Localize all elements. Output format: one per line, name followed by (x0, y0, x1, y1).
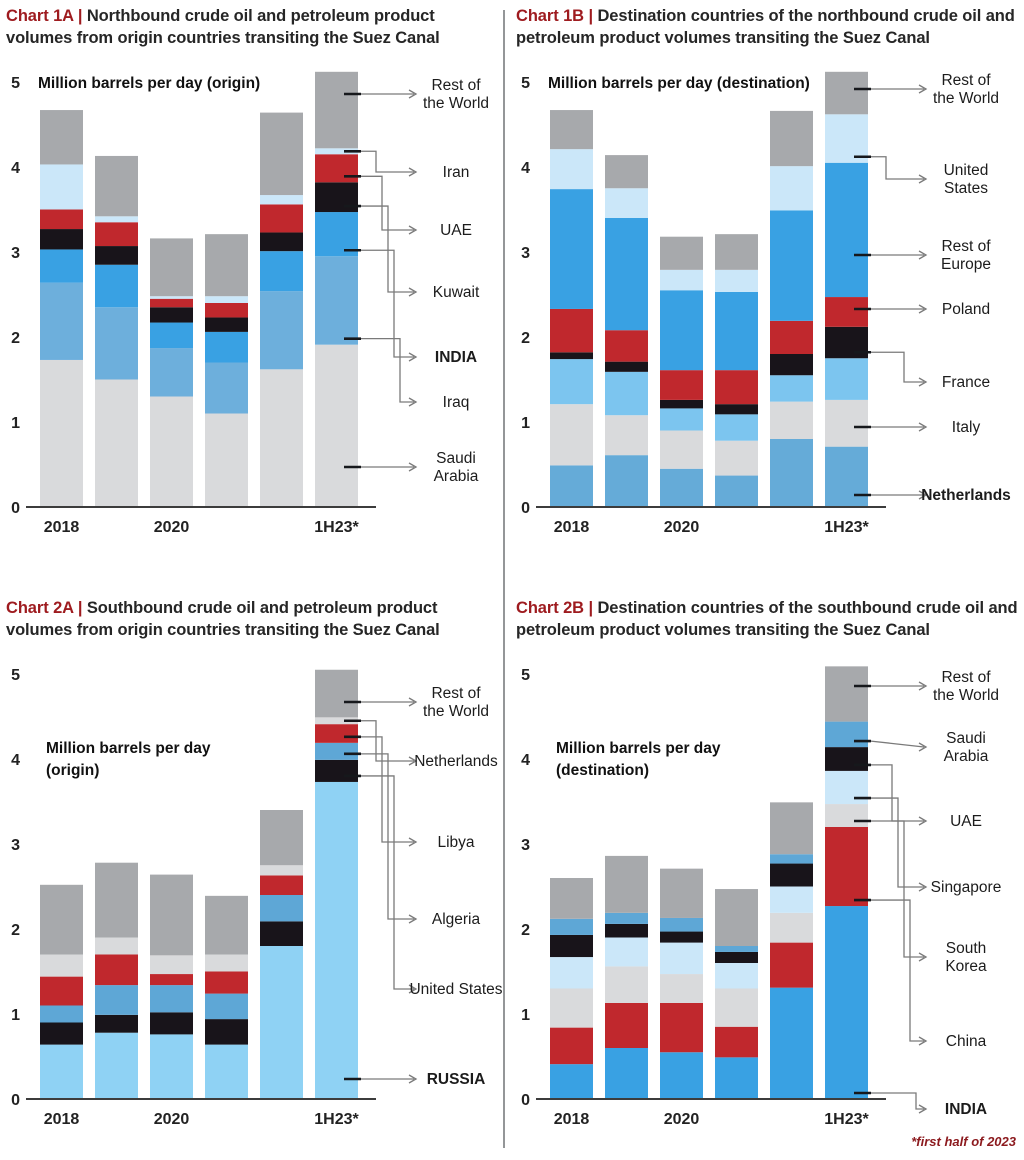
bar-segment (150, 296, 193, 299)
bar-segment (95, 246, 138, 265)
bar-segment (550, 1064, 593, 1099)
series-label: RUSSIA (426, 1071, 486, 1088)
bar-segment (150, 985, 193, 1012)
chart-1b-plot (512, 62, 1024, 544)
series-label: France (941, 374, 991, 391)
svg-text:1: 1 (11, 415, 20, 432)
bar-segment (40, 1006, 83, 1023)
series-label: Poland (941, 301, 991, 318)
series-label: Algeria (431, 911, 481, 928)
bar-segment (770, 375, 813, 401)
bar-segment (825, 72, 868, 115)
bar-segment (605, 362, 648, 372)
svg-text:4: 4 (521, 160, 530, 177)
bar-segment (825, 447, 868, 507)
bar-segment (150, 1034, 193, 1099)
bar-segment (660, 270, 703, 290)
bar-segment (715, 370, 758, 404)
bar-segment (40, 885, 83, 955)
bar-segment (40, 955, 83, 977)
bar-segment (605, 913, 648, 924)
svg-text:2: 2 (11, 922, 20, 939)
svg-text:2018: 2018 (43, 519, 80, 536)
bar-segment (605, 188, 648, 218)
bar-segment (205, 896, 248, 955)
series-label: Rest of the World (932, 669, 1000, 704)
svg-text:3: 3 (521, 245, 530, 262)
bar-segment (550, 957, 593, 988)
bar-segment (605, 938, 648, 967)
chart-2b-title-prefix: Chart 2B (516, 599, 584, 617)
svg-text:0: 0 (11, 1092, 20, 1109)
series-label: Kuwait (432, 284, 480, 301)
svg-text:1: 1 (11, 1007, 20, 1024)
bar-segment (715, 270, 758, 292)
bar-segment (150, 348, 193, 396)
bar-segment (95, 863, 138, 938)
svg-text:2: 2 (521, 330, 530, 347)
series-label: Saudi Arabia (433, 450, 479, 485)
bar-segment (550, 935, 593, 957)
svg-text:2018: 2018 (43, 1111, 80, 1128)
bar-segment (205, 1045, 248, 1099)
bar-segment (715, 476, 758, 507)
bar-segment (95, 216, 138, 222)
bar-segment (715, 441, 758, 476)
bar-segment (550, 404, 593, 465)
bar-segment (150, 955, 193, 974)
bar-segment (205, 332, 248, 363)
bar-segment (205, 303, 248, 317)
series-label: Saudi Arabia (943, 730, 989, 765)
svg-text:2: 2 (11, 330, 20, 347)
bar-segment (150, 299, 193, 308)
bar-segment (95, 938, 138, 955)
bar-segment (95, 307, 138, 379)
bar-segment (660, 1052, 703, 1099)
series-label: United States (943, 162, 989, 197)
chart-2b-plot (512, 654, 1024, 1136)
svg-text:3: 3 (521, 837, 530, 854)
bar-segment (205, 317, 248, 331)
bar-segment (550, 989, 593, 1028)
series-label: Rest of the World (422, 685, 490, 720)
bar-segment (660, 918, 703, 932)
bar-segment (825, 400, 868, 447)
bar-segment (260, 251, 303, 291)
annotations (854, 669, 1001, 1118)
bar-segment (770, 111, 813, 166)
bar-segment (715, 1027, 758, 1058)
bar-segment (260, 195, 303, 204)
series-label: UAE (950, 813, 982, 830)
svg-text:2: 2 (521, 922, 530, 939)
svg-text:5: 5 (11, 75, 20, 92)
chart-2b-title-text: Destination countries of the southbound crude oil and petroleum product volumes transiting the Suez Canal (516, 599, 1018, 639)
bar-segment (40, 360, 83, 507)
chart-1b-title-prefix: Chart 1B (516, 7, 584, 25)
bar-segment (660, 400, 703, 409)
series-label: Italy (951, 419, 981, 436)
series-label: Netherlands (921, 487, 1011, 504)
bar-segment (770, 402, 813, 439)
series-label: Netherlands (414, 753, 498, 770)
bar-segment (150, 1012, 193, 1034)
bar-segment (315, 72, 358, 149)
svg-text:0: 0 (11, 500, 20, 517)
bar-segment (260, 895, 303, 921)
bar-segment (95, 222, 138, 246)
bar-segment (605, 330, 648, 361)
bar-segment (150, 397, 193, 508)
bar-segment (660, 431, 703, 469)
bar-segment (715, 414, 758, 440)
chart-2b-title: Chart 2B | Destination countries of the southbound crude oil and petroleum product volumes transiting the Suez Canal (516, 599, 1018, 639)
bar-segment (315, 743, 358, 760)
bar-segment (770, 210, 813, 321)
bar-segment (605, 372, 648, 415)
bar-segment (770, 321, 813, 354)
bar-segment (550, 189, 593, 309)
bar-segment (205, 414, 248, 508)
bar-segment (605, 415, 648, 455)
series-label: INDIA (434, 349, 478, 366)
bar-segment (40, 110, 83, 164)
svg-text:2020: 2020 (663, 1111, 700, 1128)
svg-text:1: 1 (521, 1007, 530, 1024)
bar-segment (40, 283, 83, 360)
bar-segment (660, 943, 703, 974)
bar-segment (715, 1057, 758, 1099)
bar-segment (150, 307, 193, 322)
chart-2a-title-text: Southbound crude oil and petroleum product volumes from origin countries transiting the Suez Canal (6, 599, 440, 639)
bar-segment (95, 955, 138, 986)
svg-text:5: 5 (11, 667, 20, 684)
bar-segment (315, 182, 358, 212)
bar-segment (770, 988, 813, 1099)
chart-2a-panel (2, 598, 502, 1158)
bar-segment (150, 974, 193, 985)
bar-segment (715, 292, 758, 370)
bar-segment (260, 921, 303, 946)
bar-segment (825, 804, 868, 827)
bar-segment (605, 1003, 648, 1048)
svg-text:(destination): (destination) (556, 762, 649, 779)
bar-segment (825, 163, 868, 297)
bar-segment (715, 889, 758, 946)
bar-segment (605, 1048, 648, 1099)
bar-segment (205, 234, 248, 296)
svg-text:1H23*: 1H23* (314, 1111, 359, 1128)
svg-text:Million barrels per day: Million barrels per day (556, 740, 721, 757)
bar-segment (660, 1003, 703, 1052)
svg-text:1H23*: 1H23* (314, 519, 359, 536)
bar-segment (660, 469, 703, 507)
bar-segment (95, 265, 138, 308)
svg-text:1H23*: 1H23* (824, 1111, 869, 1128)
bar-segment (205, 972, 248, 994)
chart-1b-title-text: Destination countries of the northbound crude oil and petroleum product volumes transiting the Suez Canal (516, 7, 1015, 47)
bar-segment (770, 887, 813, 913)
bar-segment (660, 869, 703, 918)
bar-segment (260, 369, 303, 507)
bar-segment (95, 156, 138, 216)
bar-segment (40, 210, 83, 230)
bar-segment (715, 404, 758, 414)
series-label: Rest of Europe (941, 238, 991, 273)
bars (550, 72, 868, 507)
bar-segment (660, 237, 703, 270)
bar-segment (315, 154, 358, 182)
bar-segment (550, 1028, 593, 1065)
bar-segment (660, 932, 703, 943)
bar-segment (770, 854, 813, 863)
bar-segment (715, 989, 758, 1027)
bar-segment (770, 439, 813, 507)
series-label: South Korea (945, 940, 987, 975)
bar-segment (315, 345, 358, 507)
series-label: China (945, 1033, 987, 1050)
bar-segment (605, 966, 648, 1003)
series-label: Iraq (442, 394, 470, 411)
series-label: Rest of the World (932, 72, 1000, 107)
bar-segment (95, 1015, 138, 1033)
svg-text:2020: 2020 (663, 519, 700, 536)
svg-text:2020: 2020 (153, 1111, 190, 1128)
bar-segment (315, 782, 358, 1099)
bar-segment (40, 1023, 83, 1045)
svg-text:Million barrels per day: Million barrels per day (46, 740, 211, 757)
bar-segment (315, 724, 358, 743)
chart-1a-title: Chart 1A | Northbound crude oil and petroleum product volumes from origin countries transiting the Suez Canal (6, 7, 440, 47)
svg-text:2018: 2018 (553, 1111, 590, 1128)
chart-1b-title: Chart 1B | Destination countries of the northbound crude oil and petroleum product volumes transiting the Suez Canal (516, 7, 1015, 47)
series-label: United States (409, 981, 503, 998)
bar-segment (715, 963, 758, 989)
bar-segment (825, 747, 868, 771)
bar-segment (605, 856, 648, 913)
svg-text:5: 5 (521, 667, 530, 684)
series-label: Rest of the World (422, 77, 490, 112)
chart-2a-title: Chart 2A | Southbound crude oil and petroleum product volumes from origin countries transiting the Suez Canal (6, 599, 440, 639)
column-divider (503, 10, 505, 1148)
bar-segment (260, 810, 303, 865)
series-label: Libya (437, 834, 475, 851)
svg-text:3: 3 (11, 245, 20, 262)
bar-segment (40, 977, 83, 1006)
svg-text:4: 4 (11, 752, 20, 769)
bar-segment (260, 113, 303, 195)
chart-1a-title-text: Northbound crude oil and petroleum product volumes from origin countries transiting the Suez Canal (6, 7, 440, 47)
bar-segment (715, 952, 758, 963)
bar-segment (660, 408, 703, 430)
bar-segment (605, 155, 648, 188)
bar-segment (550, 359, 593, 404)
series-label: Singapore (930, 879, 1002, 896)
bar-segment (550, 352, 593, 359)
svg-text:4: 4 (521, 752, 530, 769)
bar-segment (550, 878, 593, 919)
bar-segment (825, 827, 868, 906)
bar-segment (770, 802, 813, 854)
chart-1a-title-prefix: Chart 1A (6, 7, 74, 25)
bar-segment (260, 946, 303, 1099)
series-label: Iran (442, 164, 470, 181)
chart-2a-title-prefix: Chart 2A (6, 599, 74, 617)
bar-segment (315, 760, 358, 782)
bar-segment (260, 865, 303, 875)
annotations (344, 685, 503, 1088)
bar-segment (95, 380, 138, 508)
footnote: *first half of 2023 (911, 1134, 1016, 1149)
chart-2b-panel (512, 598, 1024, 1158)
bar-segment (315, 670, 358, 718)
bar-segment (825, 358, 868, 400)
bars (550, 666, 868, 1099)
bar-segment (205, 1019, 248, 1045)
bar-segment (260, 291, 303, 369)
bar-segment (40, 249, 83, 282)
series-label: UAE (440, 222, 472, 239)
bar-segment (150, 323, 193, 349)
bar-segment (770, 354, 813, 375)
bar-segment (40, 229, 83, 249)
bar-segment (95, 1033, 138, 1099)
bar-segment (825, 906, 868, 1099)
svg-text:Million barrels per day (origi: Million barrels per day (origin) (38, 75, 261, 92)
bars (40, 72, 358, 507)
svg-text:0: 0 (521, 500, 530, 517)
bar-segment (150, 238, 193, 296)
bar-segment (550, 149, 593, 189)
chart-1a-panel (2, 6, 502, 594)
bars (40, 670, 358, 1099)
bar-segment (825, 722, 868, 748)
bar-segment (205, 994, 248, 1020)
svg-text:2020: 2020 (153, 519, 190, 536)
bar-segment (825, 666, 868, 721)
chart-1a-plot (2, 62, 514, 544)
bar-segment (550, 465, 593, 507)
svg-text:(origin): (origin) (46, 762, 100, 779)
series-label: INDIA (944, 1101, 988, 1118)
bar-segment (770, 166, 813, 210)
bar-segment (550, 309, 593, 352)
svg-text:1: 1 (521, 415, 530, 432)
bar-segment (605, 455, 648, 507)
bar-segment (260, 204, 303, 232)
bar-segment (40, 1045, 83, 1099)
bar-segment (315, 256, 358, 344)
bar-segment (715, 946, 758, 952)
bar-segment (40, 164, 83, 209)
bar-segment (825, 297, 868, 327)
bar-segment (260, 232, 303, 251)
bar-segment (605, 924, 648, 938)
bar-segment (205, 363, 248, 414)
bar-segment (150, 875, 193, 956)
bar-segment (770, 943, 813, 988)
annotations (344, 77, 489, 485)
bar-segment (260, 875, 303, 895)
svg-text:5: 5 (521, 75, 530, 92)
bar-segment (205, 955, 248, 972)
bar-segment (770, 864, 813, 887)
bar-segment (605, 218, 648, 330)
bar-segment (660, 290, 703, 370)
bar-segment (550, 919, 593, 935)
chart-1b-panel (512, 6, 1024, 594)
bar-segment (660, 974, 703, 1003)
bar-segment (550, 110, 593, 149)
bar-segment (770, 913, 813, 943)
bar-segment (660, 370, 703, 400)
annotations (854, 72, 1011, 504)
svg-text:Million barrels per day (desti: Million barrels per day (destination) (548, 75, 810, 92)
svg-text:2018: 2018 (553, 519, 590, 536)
bar-segment (205, 296, 248, 303)
svg-text:1H23*: 1H23* (824, 519, 869, 536)
svg-text:0: 0 (521, 1092, 530, 1109)
bar-segment (95, 985, 138, 1015)
bar-segment (715, 234, 758, 270)
svg-text:3: 3 (11, 837, 20, 854)
svg-text:4: 4 (11, 160, 20, 177)
chart-2a-plot (2, 654, 514, 1136)
